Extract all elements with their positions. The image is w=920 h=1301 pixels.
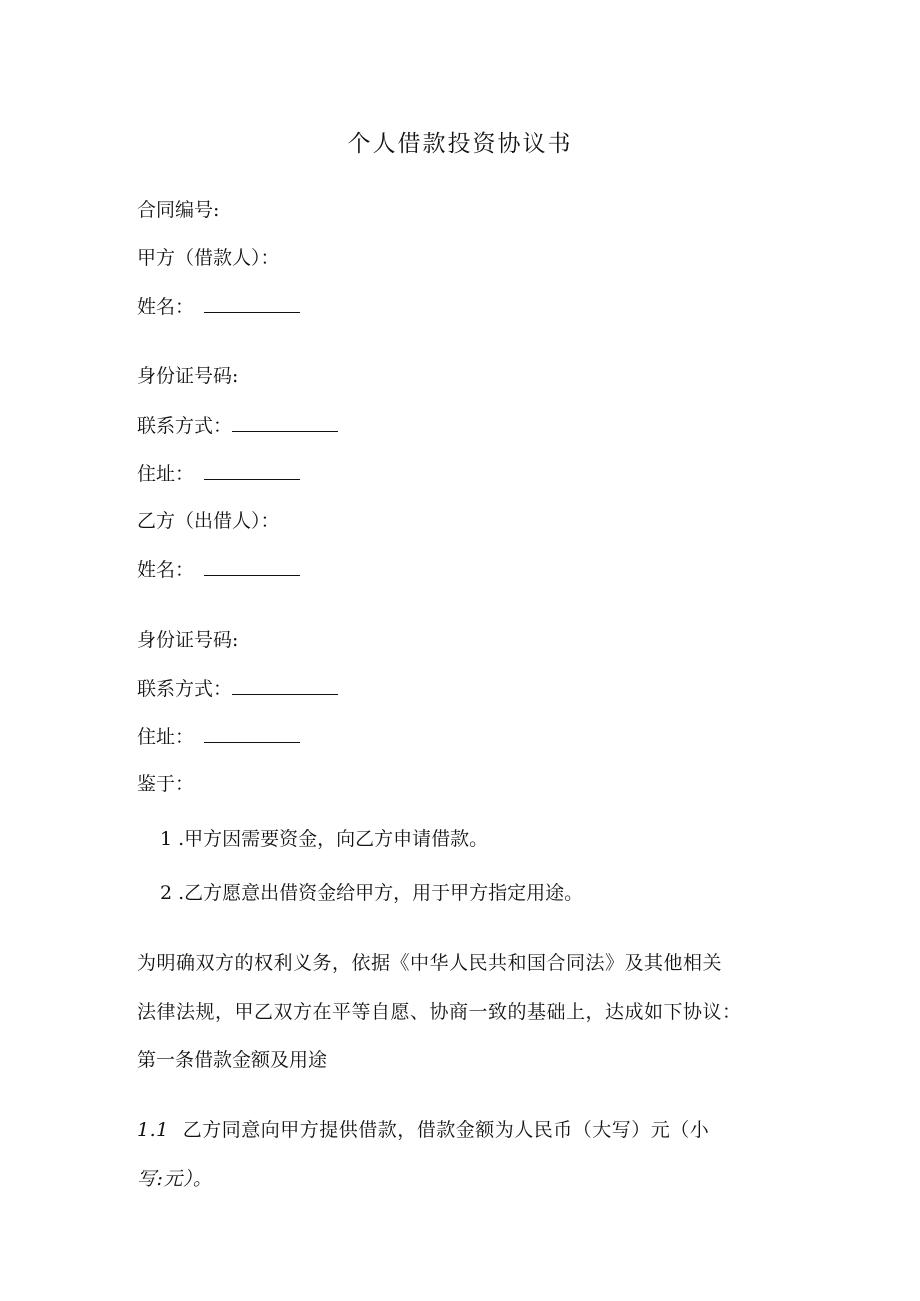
party-a-name-row — [137, 294, 300, 319]
party-a-address-label: 住址： — [137, 463, 195, 485]
party-b-name-row — [137, 557, 300, 582]
party-b-id-label: 身份证号码: — [137, 629, 239, 651]
party-a-address-blank[interactable] — [204, 461, 300, 480]
party-a-name-label: 姓名： — [137, 296, 195, 318]
preamble-line-1: 为明确双方的权利义务，依据《中华人民共和国合同法》及其他相关 — [137, 952, 723, 974]
party-a-name-blank[interactable] — [204, 294, 300, 313]
party-a-address-row — [137, 461, 300, 486]
clause-1-1-number: 1.1 — [137, 1119, 169, 1141]
preamble-line-2: 法律法规，甲乙双方在平等自愿、协商一致的基础上，达成如下协议： — [137, 1001, 742, 1023]
party-a-heading: 甲方（借款人）： — [137, 247, 280, 269]
party-b-address-row — [137, 724, 300, 749]
whereas-item-2: 2 .乙方愿意出借资金给甲方，用于甲方指定用途。 — [160, 882, 584, 904]
party-b-address-blank[interactable] — [204, 724, 300, 743]
clause-1-1-line-1 — [137, 1118, 709, 1142]
party-b-contact-blank[interactable] — [232, 676, 338, 695]
clause-1-1-line-2: 写:元）。 — [137, 1168, 213, 1190]
party-a-contact-blank[interactable] — [232, 413, 338, 432]
party-a-contact-row — [137, 413, 338, 438]
document-title: 个人借款投资协议书 — [347, 131, 573, 157]
party-b-address-label: 住址： — [137, 726, 195, 748]
party-a-contact-label: 联系方式： — [137, 415, 233, 437]
whereas-label: 鉴于： — [137, 773, 195, 795]
party-a-id-label: 身份证号码: — [137, 365, 239, 387]
contract-number-label: 合同编号: — [137, 199, 220, 221]
party-b-contact-label: 联系方式： — [137, 678, 233, 700]
party-b-name-label: 姓名： — [137, 559, 195, 581]
party-b-name-blank[interactable] — [204, 557, 300, 576]
party-b-heading: 乙方（出借人）： — [137, 510, 280, 532]
whereas-item-1: 1 .甲方因需要资金，向乙方申请借款。 — [160, 828, 489, 850]
article-1-title: 第一条借款金额及用途 — [137, 1049, 328, 1071]
party-b-contact-row — [137, 676, 338, 701]
clause-1-1-text: 乙方同意向甲方提供借款，借款金额为人民币（大写）元（小 — [182, 1119, 710, 1141]
